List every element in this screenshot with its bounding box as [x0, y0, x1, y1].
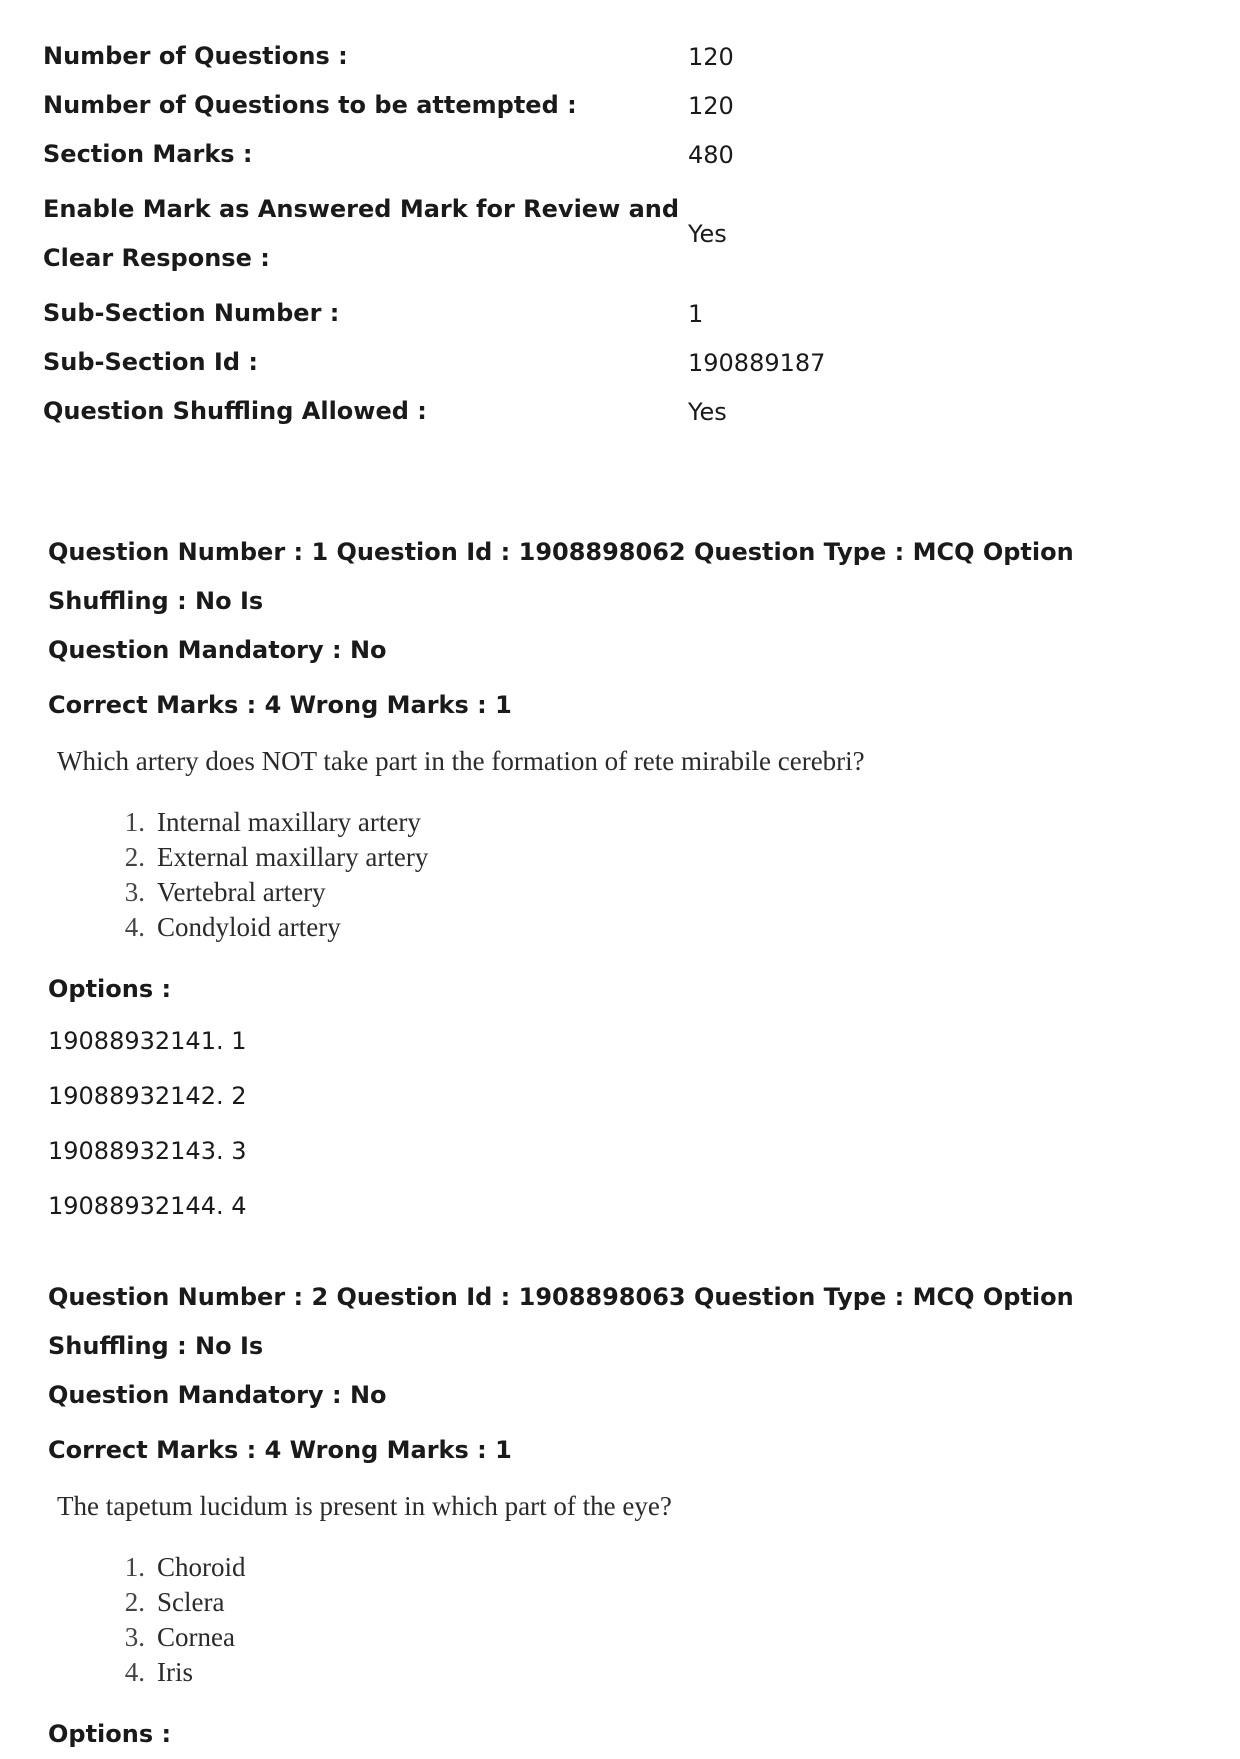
question-header-line-1: Question Number : 2 Question Id : 1908898063 Question Type : MCQ Option Shuffling : No Is — [48, 1283, 1074, 1360]
choice-text: Cornea — [157, 1622, 235, 1652]
choice-item — [100, 1620, 1198, 1655]
choice-text: Vertebral artery — [157, 877, 326, 907]
choice-item — [100, 840, 1198, 875]
question-header-line-2: Question Mandatory : No — [48, 636, 387, 664]
choice-item — [100, 875, 1198, 910]
meta-value: Yes — [688, 397, 727, 426]
question-block — [48, 528, 1198, 1234]
meta-value: 480 — [688, 140, 734, 169]
option-item: 19088932142. 2 — [48, 1082, 247, 1110]
question-marks: Correct Marks : 4 Wrong Marks : 1 — [48, 1436, 512, 1464]
choice-text: Condyloid artery — [157, 912, 341, 942]
choice-text: Internal maxillary artery — [157, 807, 421, 837]
question-choices — [100, 1550, 1198, 1690]
options-label: Options : — [48, 1720, 172, 1748]
meta-row-questions-to-attempt — [43, 81, 1193, 130]
option-item: 19088932143. 3 — [48, 1137, 247, 1165]
options-list — [48, 1014, 1198, 1234]
question-marks: Correct Marks : 4 Wrong Marks : 1 — [48, 691, 512, 719]
meta-row-section-marks — [43, 130, 1193, 179]
meta-row-question-shuffling — [43, 387, 1193, 436]
meta-label: Sub-Section Id : — [43, 348, 258, 376]
choice-item — [100, 1655, 1198, 1690]
meta-label-line-1: Enable Mark as Answered Mark for Review and — [43, 195, 680, 223]
choice-text: External maxillary artery — [157, 842, 429, 872]
meta-row-enable-mark-answered — [43, 179, 1193, 289]
choice-number: 3. — [124, 1622, 145, 1652]
meta-value: 120 — [688, 42, 734, 71]
question-text: The tapetum lucidum is present in which part of the eye? — [57, 1491, 672, 1521]
meta-row-number-of-questions — [43, 32, 1193, 81]
choice-item — [100, 1550, 1198, 1585]
choice-number: 3. — [124, 877, 145, 907]
meta-value: 120 — [688, 91, 734, 120]
question-header-line-1: Question Number : 1 Question Id : 1908898062 Question Type : MCQ Option Shuffling : No Is — [48, 538, 1074, 615]
choice-text: Iris — [157, 1657, 193, 1687]
option-item: 19088932141. 1 — [48, 1027, 247, 1055]
question-header — [48, 1273, 1198, 1420]
meta-value: 190889187 — [688, 348, 826, 377]
question-header-line-2: Question Mandatory : No — [48, 1381, 387, 1409]
choice-number: 4. — [124, 1657, 145, 1687]
question-block — [48, 1273, 1198, 1759]
meta-label: Section Marks : — [43, 140, 253, 168]
meta-label — [43, 185, 688, 283]
options-label: Options : — [48, 975, 172, 1003]
meta-row-sub-section-number — [43, 289, 1193, 338]
meta-value: 1 — [688, 299, 704, 328]
meta-label: Number of Questions to be attempted : — [43, 91, 577, 119]
choice-number: 4. — [124, 912, 145, 942]
choice-item — [100, 805, 1198, 840]
choice-text: Choroid — [157, 1552, 246, 1582]
choice-item — [100, 1585, 1198, 1620]
choice-text: Sclera — [157, 1587, 225, 1617]
question-header — [48, 528, 1198, 675]
option-item: 19088932144. 4 — [48, 1192, 247, 1220]
question-choices — [100, 805, 1198, 945]
meta-label: Question Shuffling Allowed : — [43, 397, 427, 425]
meta-value: Yes — [688, 220, 727, 248]
question-text: Which artery does NOT take part in the formation of rete mirabile cerebri? — [57, 746, 865, 776]
meta-label: Sub-Section Number : — [43, 299, 340, 327]
meta-row-sub-section-id — [43, 338, 1193, 387]
section-info — [43, 32, 1193, 436]
meta-label-line-2: Clear Response : — [43, 244, 270, 272]
choice-number: 1. — [124, 1552, 145, 1582]
meta-label: Number of Questions : — [43, 42, 348, 70]
choice-number: 2. — [124, 1587, 145, 1617]
choice-number: 2. — [124, 842, 145, 872]
choice-number: 1. — [124, 807, 145, 837]
choice-item — [100, 910, 1198, 945]
